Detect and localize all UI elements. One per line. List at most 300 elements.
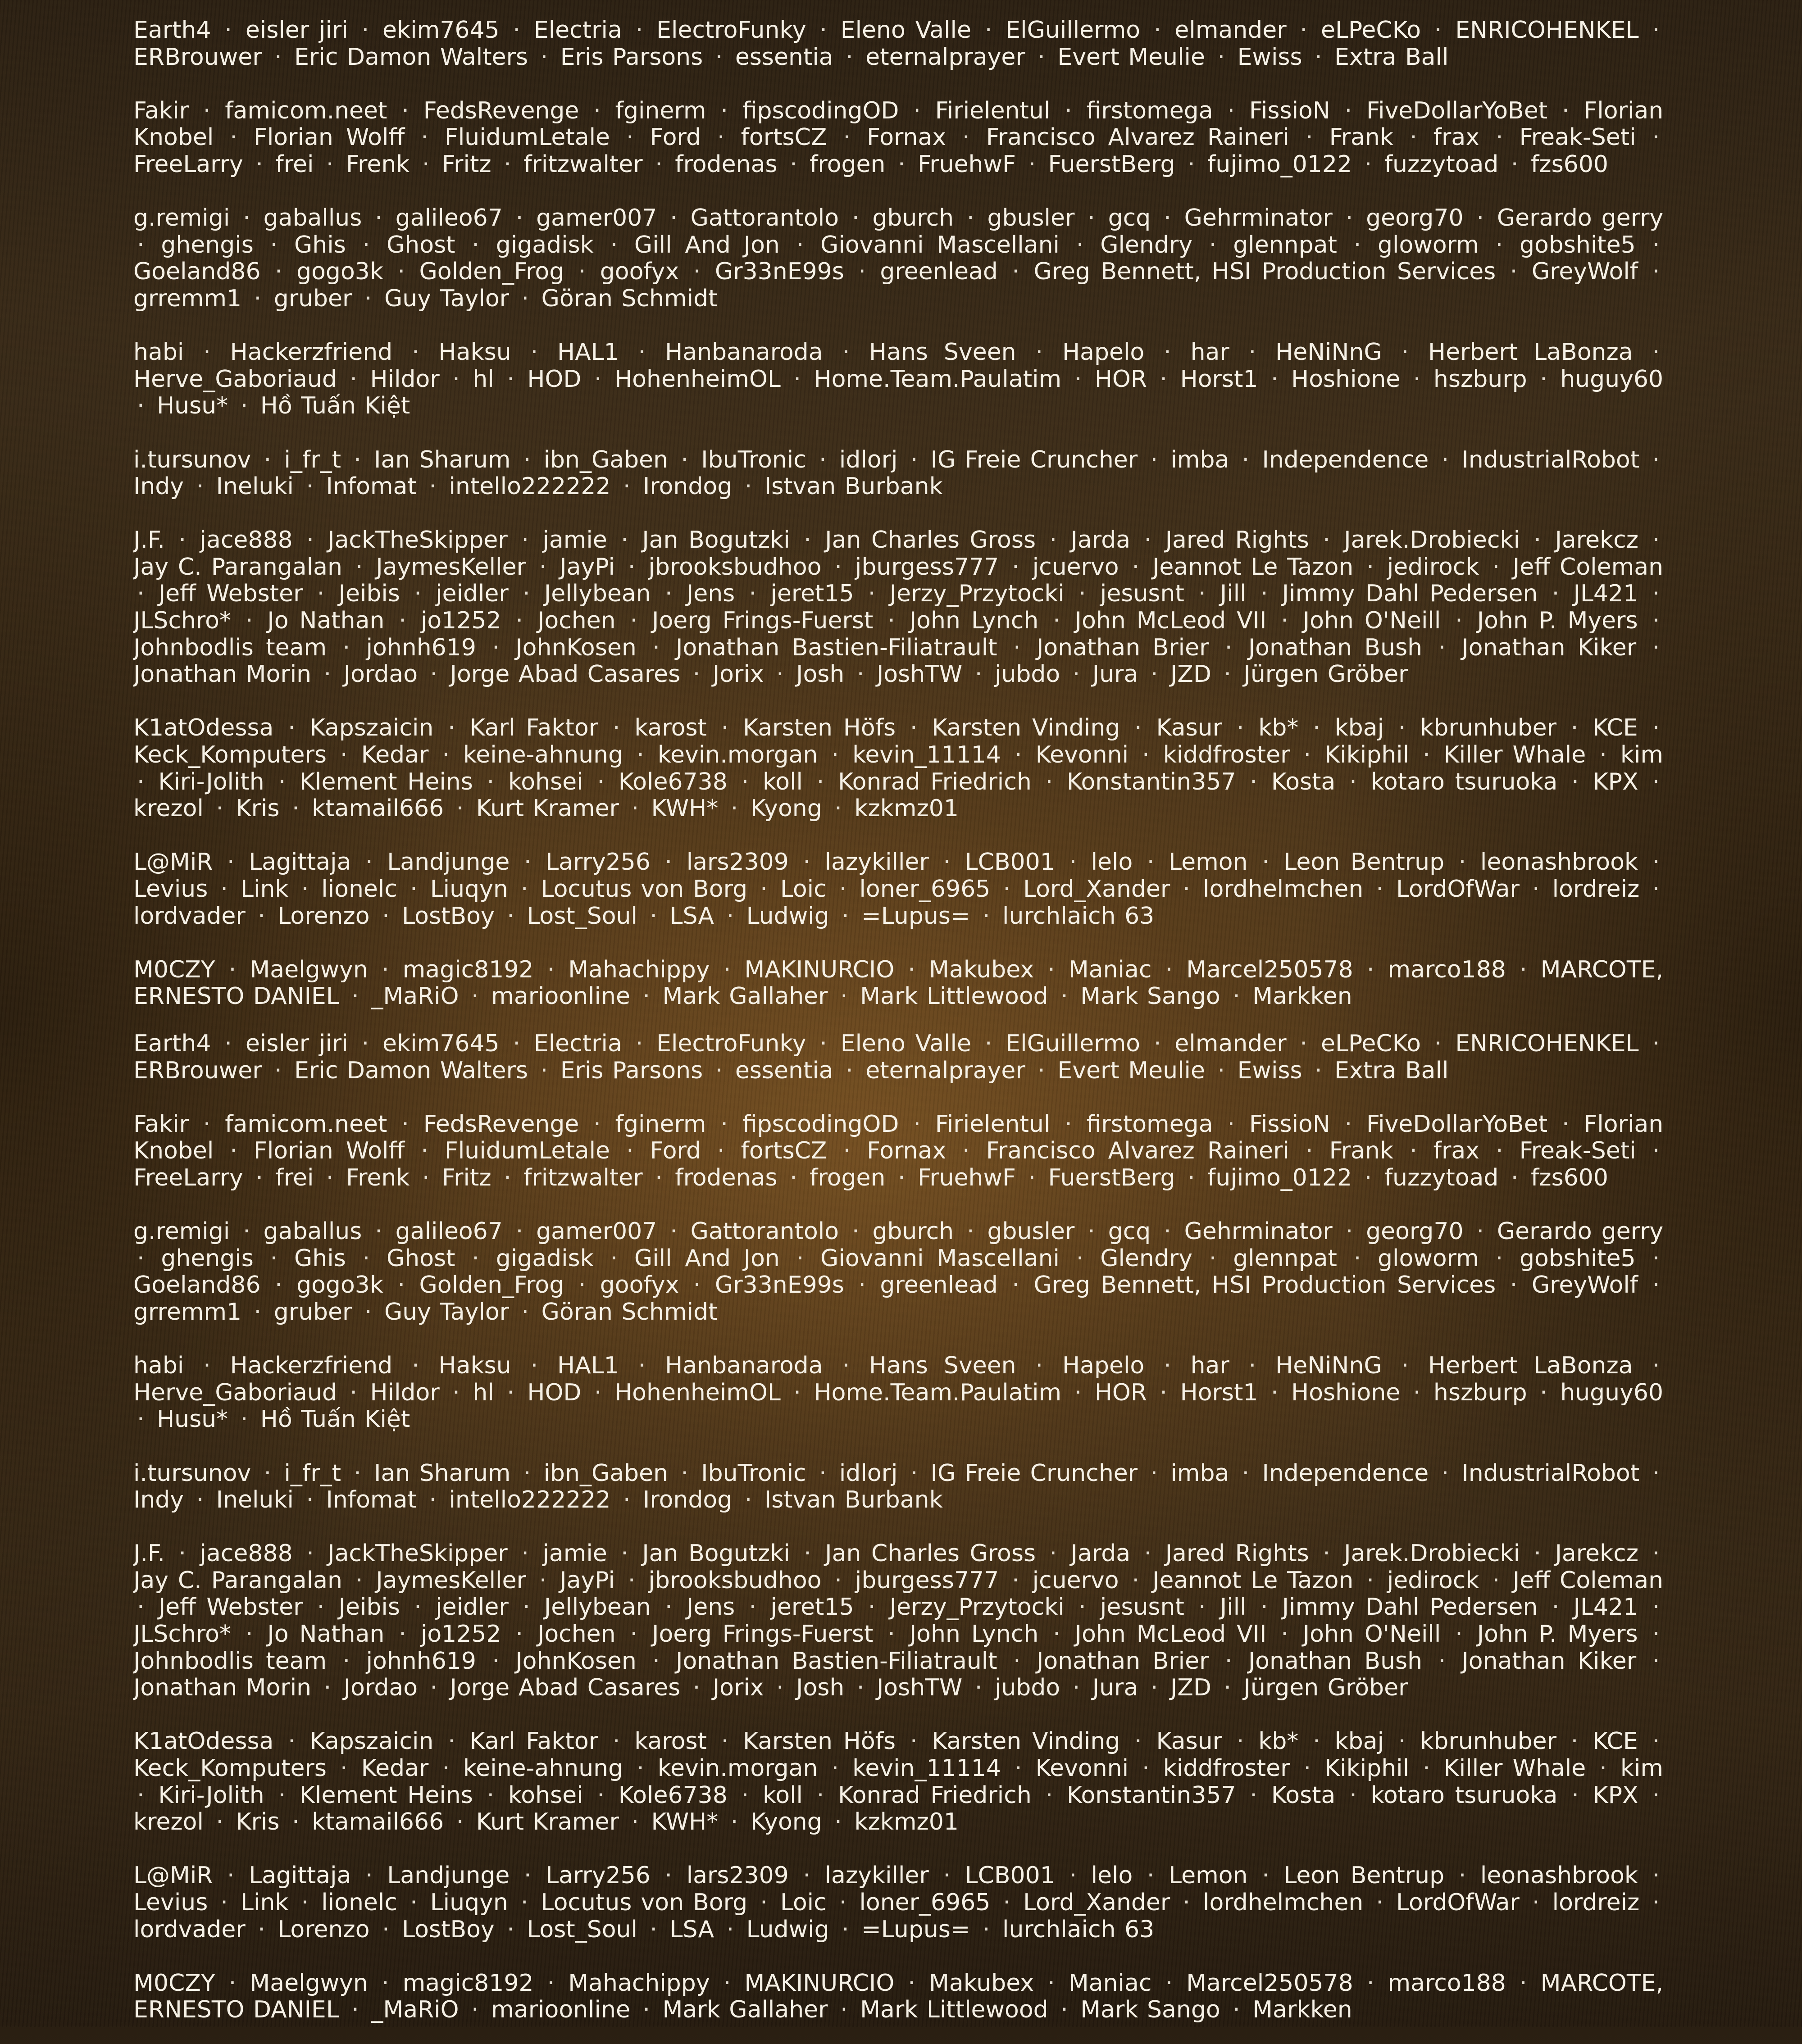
credit-name: Herbert LaBonza [1428, 1352, 1633, 1380]
credit-name: Loic [780, 1889, 827, 1916]
credit-name: Istvan Burbank [764, 1486, 943, 1514]
credit-name: HOR [1094, 1379, 1147, 1406]
credit-name: Gattorantolo [690, 1218, 839, 1245]
separator-dot: · [1281, 1621, 1288, 1648]
separator-dot: · [523, 446, 531, 473]
credit-name: kbaj [1334, 1728, 1384, 1755]
credit-name: Jonathan Brier [1037, 634, 1209, 661]
separator-dot: · [354, 1459, 361, 1487]
separator-dot: · [530, 339, 538, 366]
separator-dot: · [730, 1808, 738, 1836]
separator-dot: · [1134, 714, 1142, 742]
credit-name: Ford [650, 1137, 701, 1165]
separator-dot: · [834, 1567, 842, 1594]
separator-dot: · [1652, 580, 1660, 608]
credit-name: Lorenzo [278, 1916, 370, 1943]
credit-name: HohenheimOL [614, 365, 781, 393]
separator-dot: · [1534, 527, 1542, 554]
credits-section [133, 957, 1663, 1010]
credit-name: LostBoy [402, 902, 495, 930]
credits-section [133, 17, 1663, 71]
credit-name: Leon Bentrup [1283, 1862, 1445, 1890]
credit-name: JohnKosen [515, 1647, 637, 1675]
separator-dot: · [1049, 527, 1057, 554]
separator-dot: · [326, 1164, 334, 1191]
separator-dot: · [664, 1862, 673, 1890]
credit-name: Eris Parsons [560, 43, 703, 71]
credit-name: Kris [236, 795, 280, 822]
separator-dot: · [984, 1031, 992, 1057]
separator-dot: · [1134, 1728, 1142, 1755]
credit-name: JohnKosen [515, 634, 637, 661]
separator-dot: · [1198, 1594, 1206, 1621]
credit-name: HAL1 [557, 339, 619, 366]
credit-name: jedirock [1387, 553, 1479, 581]
credit-name: jcuervo [1032, 553, 1119, 581]
credit-name: ktamail666 [312, 795, 444, 822]
credit-name: Hildor [370, 1379, 440, 1406]
separator-dot: · [1227, 97, 1235, 124]
credit-name: kbaj [1334, 714, 1384, 742]
separator-dot: · [456, 795, 464, 822]
separator-dot: · [834, 553, 842, 581]
separator-dot: · [630, 607, 638, 635]
credit-name: huguy60 [1560, 365, 1663, 393]
separator-dot: · [401, 97, 409, 124]
separator-dot: · [744, 1486, 752, 1514]
credit-name: gcq [1108, 1218, 1151, 1245]
separator-dot: · [1599, 1755, 1607, 1782]
separator-dot: · [1476, 1218, 1484, 1245]
separator-dot: · [513, 17, 520, 44]
credit-name: kzkmz01 [854, 795, 959, 822]
separator-dot: · [623, 473, 631, 500]
separator-dot: · [851, 1218, 860, 1245]
separator-dot: · [227, 849, 235, 876]
credit-name: koll [763, 1781, 803, 1809]
credit-name: grremm1 [133, 285, 242, 312]
separator-dot: · [520, 876, 528, 903]
credit-name: FluidumLetale [444, 1137, 610, 1165]
separator-dot: · [1441, 446, 1449, 473]
separator-dot: · [1401, 339, 1409, 366]
credit-name: Gill And Jon [634, 231, 780, 259]
separator-dot: · [1074, 1379, 1082, 1406]
separator-dot: · [515, 1218, 523, 1245]
separator-dot: · [1236, 1728, 1244, 1755]
separator-dot: · [1652, 1352, 1660, 1380]
separator-dot: · [1364, 150, 1372, 178]
separator-dot: · [1047, 956, 1055, 983]
separator-dot: · [487, 768, 495, 795]
separator-dot: · [196, 1486, 204, 1514]
credit-name: georg70 [1366, 1218, 1464, 1245]
separator-dot: · [1053, 1621, 1060, 1648]
separator-dot: · [1060, 1996, 1068, 2024]
separator-dot: · [137, 1781, 145, 1809]
credit-name: Konrad Friedrich [838, 768, 1032, 795]
credit-name: Horst1 [1180, 365, 1258, 393]
separator-dot: · [375, 1218, 382, 1245]
credit-name: Kikiphil [1324, 1755, 1410, 1782]
separator-dot: · [288, 714, 296, 742]
separator-dot: · [910, 446, 918, 473]
separator-dot: · [594, 365, 602, 393]
separator-dot: · [306, 473, 314, 500]
credit-name: glennpat [1233, 231, 1337, 259]
credit-name: Locutus von Borg [541, 876, 748, 903]
separator-dot: · [681, 446, 688, 473]
separator-dot: · [1376, 876, 1383, 903]
separator-dot: · [635, 1031, 643, 1057]
credit-name: Ian Sharum [374, 1459, 511, 1487]
separator-dot: · [429, 1486, 437, 1514]
separator-dot: · [790, 1164, 797, 1191]
credit-name: Jordao [343, 1674, 418, 1702]
credit-name: Jonathan Bush [1248, 1647, 1423, 1675]
separator-dot: · [1511, 150, 1519, 178]
separator-dot: · [224, 17, 232, 44]
credit-name: eisler jiri [245, 17, 348, 44]
separator-dot: · [1271, 1379, 1279, 1406]
credit-name: Golden_Frog [419, 258, 564, 286]
credit-name: Hapelo [1062, 1352, 1145, 1380]
separator-dot: · [898, 150, 906, 178]
credit-name: marioonline [491, 983, 630, 1010]
credit-name: Indy [133, 473, 184, 500]
separator-dot: · [1028, 1164, 1036, 1191]
separator-dot: · [816, 1781, 824, 1809]
separator-dot: · [1441, 1459, 1449, 1487]
credit-name: kim [1620, 1755, 1663, 1782]
separator-dot: · [523, 580, 530, 608]
separator-dot: · [1069, 849, 1077, 876]
credit-name: HOD [527, 1379, 582, 1406]
separator-dot: · [342, 1647, 350, 1675]
credit-name: MAKINURCIO [744, 1969, 895, 1997]
separator-dot: · [306, 527, 314, 554]
separator-dot: · [642, 1996, 651, 2024]
credit-name: gburch [872, 1218, 954, 1245]
separator-dot: · [278, 768, 286, 795]
separator-dot: · [521, 285, 529, 312]
separator-dot: · [301, 1889, 309, 1916]
credit-name: kzkmz01 [854, 1808, 959, 1836]
credit-name: Jochen [537, 607, 616, 635]
separator-dot: · [1303, 1755, 1311, 1782]
separator-dot: · [843, 124, 851, 151]
separator-dot: · [982, 902, 990, 930]
separator-dot: · [1571, 768, 1579, 795]
credit-name: Gehrminator [1184, 1218, 1333, 1245]
separator-dot: · [1217, 43, 1225, 71]
separator-dot: · [1088, 1218, 1095, 1245]
separator-dot: · [1398, 1728, 1406, 1755]
separator-dot: · [410, 1889, 418, 1916]
credit-name: Jarekcz [1555, 1540, 1639, 1567]
credit-name: Kapszaicin [309, 714, 434, 742]
separator-dot: · [1496, 1137, 1503, 1165]
separator-dot: · [1476, 204, 1484, 232]
separator-dot: · [1013, 1647, 1021, 1675]
credit-name: Hildor [370, 365, 440, 393]
credit-name: Kedar [361, 741, 429, 769]
credit-name: Makubex [929, 1969, 1034, 1997]
credit-name: Lorenzo [278, 902, 370, 930]
separator-dot: · [523, 1459, 531, 1487]
credit-name: Link [241, 1889, 289, 1916]
separator-dot: · [243, 204, 250, 232]
credit-name: elmander [1174, 17, 1287, 44]
separator-dot: · [430, 661, 438, 688]
separator-dot: · [693, 258, 701, 286]
separator-dot: · [216, 1808, 223, 1836]
credit-name: Johnbodlis team [133, 634, 327, 661]
separator-dot: · [717, 1137, 725, 1165]
separator-dot: · [1313, 714, 1320, 742]
separator-dot: · [760, 876, 768, 903]
credit-name: Extra Ball [1334, 1057, 1449, 1084]
credit-name: frax [1433, 124, 1479, 151]
credit-name: lordvader [133, 902, 246, 930]
credit-name: Mark Gallaher [662, 983, 828, 1010]
separator-dot: · [842, 1916, 849, 1943]
separator-dot: · [1305, 1137, 1313, 1165]
credit-name: Marcel250578 [1186, 1969, 1353, 1997]
separator-dot: · [1183, 876, 1190, 903]
separator-dot: · [245, 607, 253, 635]
separator-dot: · [1164, 1218, 1171, 1245]
credit-name: ElectroFunky [656, 17, 806, 44]
credit-name: LostBoy [402, 1916, 495, 1943]
separator-dot: · [504, 1164, 511, 1191]
separator-dot: · [1078, 1594, 1086, 1621]
separator-dot: · [364, 285, 372, 312]
separator-dot: · [692, 1674, 701, 1702]
credit-name: habi [133, 1352, 184, 1380]
credit-name: JaymesKeller [376, 1567, 526, 1594]
separator-dot: · [1315, 1057, 1322, 1084]
separator-dot: · [275, 1272, 282, 1299]
separator-dot: · [858, 258, 866, 286]
credit-name: Kevonni [1035, 1755, 1129, 1782]
separator-dot: · [243, 1218, 250, 1245]
separator-dot: · [1323, 1540, 1330, 1567]
credit-name: Lagittaja [249, 1862, 351, 1890]
credit-name: Jonathan Kiker [1461, 634, 1637, 661]
separator-dot: · [362, 1245, 370, 1272]
credit-name: Hans Sveen [869, 1352, 1016, 1380]
separator-dot: · [842, 902, 849, 930]
separator-dot: · [1455, 1621, 1463, 1648]
separator-dot: · [650, 1916, 657, 1943]
credit-name: Evert Meulie [1057, 1057, 1205, 1084]
credit-name: Karl Faktor [469, 1728, 599, 1755]
credit-name: gamer007 [536, 1218, 657, 1245]
separator-dot: · [274, 1057, 282, 1084]
separator-dot: · [1353, 231, 1361, 259]
credit-name: Jan Bogutzki [642, 1540, 790, 1567]
credit-name: Locutus von Borg [541, 1889, 748, 1916]
credit-name: Marcel250578 [1186, 956, 1353, 983]
separator-dot: · [1153, 17, 1161, 44]
credit-name: JackTheSkipper [328, 527, 508, 554]
separator-dot: · [292, 795, 300, 822]
credit-name: eisler jiri [245, 1031, 348, 1057]
credit-name: Hanbanaroda [665, 339, 823, 366]
credit-name: Florian Knobel [133, 97, 1663, 151]
separator-dot: · [638, 1352, 646, 1380]
separator-dot: · [254, 1298, 262, 1326]
credit-name: Fakir [133, 97, 189, 124]
separator-dot: · [228, 956, 237, 983]
credit-name: Ludwig [746, 902, 829, 930]
credit-name: Greg Bennett, HSI Production Services [1033, 1272, 1496, 1299]
credits-section [133, 1970, 1663, 2024]
credit-name: ekim7645 [382, 1031, 500, 1057]
credit-name: Leon Bentrup [1283, 849, 1445, 876]
separator-dot: · [513, 1031, 520, 1057]
separator-dot: · [492, 1647, 500, 1675]
credit-name: Jimmy Dahl Pedersen [1282, 580, 1538, 608]
separator-dot: · [1150, 446, 1158, 473]
separator-dot: · [1652, 258, 1660, 286]
credit-name: Ghost [387, 1245, 455, 1272]
separator-dot: · [1561, 97, 1570, 124]
credit-name: Keck_Komputers [133, 741, 327, 769]
separator-dot: · [137, 231, 145, 259]
credit-name: Jonathan Kiker [1461, 1647, 1637, 1675]
separator-dot: · [429, 473, 437, 500]
credit-name: FiveDollarYoBet [1366, 1110, 1548, 1138]
separator-dot: · [274, 43, 282, 71]
separator-dot: · [967, 204, 974, 232]
separator-dot: · [597, 1781, 605, 1809]
separator-dot: · [887, 1621, 895, 1648]
separator-dot: · [839, 1889, 847, 1916]
credit-name: gigadisk [496, 231, 594, 259]
separator-dot: · [1315, 43, 1322, 71]
credit-name: J.F. [133, 1540, 165, 1567]
credit-name: Jonathan Bush [1248, 634, 1423, 661]
separator-dot: · [664, 849, 673, 876]
separator-dot: · [908, 1969, 915, 1997]
separator-dot: · [306, 1486, 314, 1514]
credits-list [133, 17, 1663, 2044]
separator-dot: · [593, 97, 601, 124]
credit-name: Jonathan Bastien-Filiatrault [676, 1647, 997, 1675]
separator-dot: · [401, 1110, 409, 1138]
credit-name: Jonathan Brier [1037, 1647, 1209, 1675]
separator-dot: · [1652, 1245, 1660, 1272]
separator-dot: · [1364, 1164, 1372, 1191]
credit-name: JLSchro* [133, 607, 231, 635]
credit-name: firstomega [1086, 97, 1213, 124]
separator-dot: · [1345, 204, 1353, 232]
credit-name: JayPi [560, 553, 615, 581]
credits-section [133, 715, 1663, 822]
separator-dot: · [521, 1540, 529, 1567]
separator-dot: · [521, 1298, 529, 1326]
separator-dot: · [472, 1245, 479, 1272]
separator-dot: · [749, 580, 757, 608]
separator-dot: · [137, 1594, 145, 1621]
separator-dot: · [1147, 1862, 1155, 1890]
separator-dot: · [472, 231, 479, 259]
separator-dot: · [1233, 1996, 1240, 2024]
separator-dot: · [1045, 1781, 1053, 1809]
credit-name: jamie [542, 527, 607, 554]
separator-dot: · [292, 1808, 300, 1836]
separator-dot: · [354, 446, 361, 473]
separator-dot: · [597, 768, 605, 795]
separator-dot: · [843, 1137, 851, 1165]
credit-name: marioonline [491, 1996, 630, 2024]
credit-name: i.tursunov [133, 1459, 251, 1487]
credit-name: Ghost [387, 231, 455, 259]
separator-dot: · [819, 446, 827, 473]
separator-dot: · [621, 527, 628, 554]
credit-name: Larry256 [546, 1862, 651, 1890]
credit-name: Makubex [929, 956, 1034, 983]
credit-name: johnh619 [366, 634, 476, 661]
separator-dot: · [1045, 768, 1053, 795]
credit-name: imba [1170, 446, 1229, 473]
separator-dot: · [1281, 607, 1288, 635]
separator-dot: · [471, 983, 479, 1010]
separator-dot: · [723, 1969, 731, 1997]
separator-dot: · [1028, 150, 1036, 178]
credit-name: marco188 [1388, 956, 1506, 983]
separator-dot: · [720, 1110, 728, 1138]
credit-name: Hoshione [1291, 365, 1401, 393]
separator-dot: · [1410, 1137, 1417, 1165]
separator-dot: · [1401, 1352, 1409, 1380]
separator-dot: · [1076, 1245, 1084, 1272]
separator-dot: · [382, 902, 390, 930]
credit-name: ERBrouwer [133, 43, 262, 71]
credit-name: intello222222 [449, 473, 611, 500]
separator-dot: · [1164, 204, 1171, 232]
separator-dot: · [776, 661, 784, 688]
credits-section [133, 1862, 1663, 1943]
credit-name: Kosta [1271, 768, 1336, 795]
credit-name: gruber [273, 1298, 352, 1326]
credit-name: Keck_Komputers [133, 1755, 327, 1782]
credit-name: frei [275, 1164, 314, 1191]
credit-name: MARCOTE, ERNESTO DANIEL [133, 956, 1663, 1010]
credit-name: FreeLarry [133, 1164, 243, 1191]
credit-name: gruber [273, 285, 352, 312]
separator-dot: · [1423, 741, 1430, 769]
credit-name: lazykiller [824, 849, 929, 876]
credit-name: Freak-Seti [1519, 1137, 1636, 1165]
credit-name: Infomat [326, 1486, 417, 1514]
separator-dot: · [254, 285, 262, 312]
credit-name: grremm1 [133, 1298, 242, 1326]
credit-name: Jeff Coleman [1512, 553, 1663, 581]
separator-dot: · [397, 258, 405, 286]
credit-name: Frenk [346, 150, 410, 178]
credits-section [133, 1031, 1663, 1084]
credit-name: Lost_Soul [527, 902, 637, 930]
credit-name: Lagittaja [249, 849, 351, 876]
credit-name: Gill And Jon [634, 1245, 780, 1272]
credit-name: Eric Damon Walters [294, 1057, 528, 1084]
separator-dot: · [842, 1352, 850, 1380]
separator-dot: · [530, 1352, 538, 1380]
credit-name: Independence [1262, 1459, 1429, 1487]
